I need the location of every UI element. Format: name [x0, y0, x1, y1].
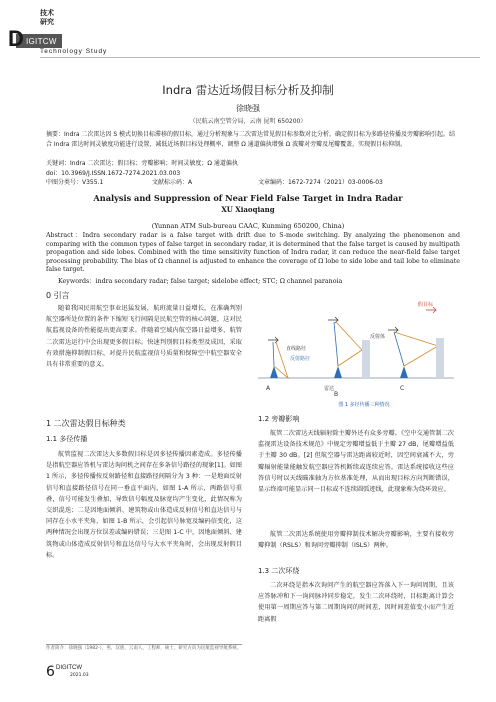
article-number: 文章编码：1672-7274（2021）03-0006-03: [258, 179, 383, 186]
author-cn: 徐晓强: [236, 104, 260, 113]
heading-sidelobe: 1.2 旁瓣影响: [258, 415, 300, 423]
heading-section-1: 1 二次雷达假目标种类: [46, 419, 126, 428]
keywords-en: Keywords：indra secondary radar; false target; sidelobe effect; STC; Ω channel paranoia: [58, 278, 343, 285]
label-b: B: [334, 391, 339, 398]
page-number: 6: [46, 664, 55, 680]
figure-caption: 图 1 多径传播三种情况: [338, 402, 390, 408]
reflector-building: [362, 340, 370, 378]
aircraft-icon: [388, 327, 398, 333]
reflect-path: [394, 332, 438, 366]
figure-multipath: [258, 300, 454, 400]
abstract-en: Abstract：Indra secondary radar is a false target with drift due to S-mode switching. By analyzing the phenomenon and comparing with the common types of false target in secondary radar, it is determined that the false target is caused by multipath propagation and side lobes. Combined with the time sensitivity function of Indra radar, it can reduce the near-field false target processing probability. The bias of Ω channel is adjusted to enhance the coverage of Ω lobe to side lobe and tail lobe to eliminate false target.: [46, 232, 460, 274]
intro-paragraph: 随着我国民用航空事业迅猛发展，航班流量日益增长，在准确判别航空器所处位置的条件下缩短飞行间隔是民航空管的核心问题，这对民航监视设备的性能提出更高要求。伴随着空域内航空器日益增多，航管二次雷达运行中会出现更多假目标。快速判别假目标类型及成因，采取有效措施抑制假目标，对提升民航监视信号质量和保障空中航空器安全具有非常重要的意义。: [46, 305, 242, 369]
direct-path: [273, 342, 274, 366]
radar-icon: [400, 366, 408, 378]
label-a: A: [266, 385, 271, 392]
reflect-path: [336, 322, 362, 366]
heading-second-trip: 1.3 二次环绕: [258, 567, 300, 575]
heading-intro: 0 引言: [46, 291, 70, 300]
doi[interactable]: doi：10.3969/J.ISSN.1672-7274.2021.03.003: [46, 170, 181, 177]
multipath-paragraph: 航管监视二次雷达大多数假目标是因多径传播因素造成。多径传播是指航空器应答机与雷达询问机之间存在多条信号路径的现象[1]。如图 1 所示，多径传播按反射路径和直接路径间隔分为 3 种：一是地面反射信号和直接路径信号在同一垂直平面内，如图 1-A 所示，两路信号重叠，信号可能发生叠加，导致信号幅度及脉宽均产生变化，此情况称为交织混迭；二是因地面倾斜、建筑物或山体造成反射信号和直达信号与同存在小水平夹角，如图 1-B 所示，会引起信号脉宽及编码信变化，这两种情况会出现方位误差或编码错误；三是图 1-C 中，因地面倾斜、建筑物或山体造成反射信号和直达信号与大水平夹角时，会出现反射假目标。: [46, 451, 242, 559]
label-direct: 直线路径: [286, 346, 307, 352]
footer-brand: DIGITCW: [56, 665, 82, 671]
author-footnote: 作者简介：徐晓强（1982-），男，汉族，云南人，工程师，硕士，研究方向为民航监视导航系统。: [46, 646, 242, 651]
label-reflector: 反射体: [370, 334, 386, 340]
radar-icon: [334, 366, 342, 378]
abstract-cn: 摘要：Indra 二次雷达因 S 模式切换目标滞移的假目标，通过分析现象与二次雷达常见假目标参数对比分析，确定假目标为多路径传播及旁瓣影响引起。结合 Indra 雷达时间灵敏度功能进行设置，减低近场假目标处理概率，调整 Ω 通道偏执增强 Ω 波瓣对旁瓣及尾瓣覆盖，实现假目标抑制。: [46, 131, 456, 148]
section-label-cn: 技术: [40, 9, 54, 17]
footer-issue: 2021.03: [70, 673, 89, 678]
radar-icon: [270, 366, 278, 378]
heading-multipath: 1.1 多径传播: [46, 435, 88, 443]
section-label-en: Technology Study: [40, 48, 108, 55]
label-radar: 雷达: [324, 386, 335, 392]
affiliation-cn: （民航云南空管分局，云南 昆明 650200）: [189, 118, 307, 125]
second-trip-paragraph: 二次环绕是指本次询问产生的航空器应答落入下一询问周期，且该应答脉冲和下一询问脉冲同步稳定，发生二次环绕时，目标距离计算会使用第一周期应答与第二周期询问的时间差，因时间差值变小而产生近距离假: [258, 582, 454, 623]
affiliation-en: (Yunnan ATM Sub-bureau CAAC, Kunming 650200, China): [151, 222, 345, 230]
article-title-cn: Indra 雷达近场假目标分析及抑制: [162, 83, 334, 97]
section-label-cn-2: 研究: [40, 18, 54, 26]
keywords-cn: 关键词：Indra 二次雷达；假目标；旁瓣影响；时间灵敏度；Ω 通道偏执: [46, 160, 238, 167]
document-code: 文献标示码：A: [152, 179, 193, 186]
brand-name: IGITCW: [26, 37, 57, 46]
author-en: XU Xiaoqiang: [221, 205, 275, 214]
figure-panel-b: [324, 317, 385, 398]
direct-path: [334, 322, 338, 366]
label-fake-target: 假目标: [418, 302, 434, 308]
sidelobe-paragraph: 航管二次雷达天线辐射除主瓣外还有众多旁瓣。《空中交通管制二次监视雷达设备技术规范》中规定旁瓣增益低于主瓣 27 dB，尾瓣增益低于主瓣 30 dB。[2] 但航空器与雷达距离较近时，因空间衰减不大，旁瓣辐射能量能触发航空器应答机断续或连续应答。雷达系统接收这些应答信号时以天线瞄准轴为方位基准处理，从而出现目标方向判断错误，显示终端可能显示同一目标或不连续圆弧迹线，此现象称为绕环效应。: [258, 430, 454, 494]
article-title-en: Analysis and Suppression of Near Field False Target in Indra Radar: [93, 193, 403, 203]
header-divider: [40, 57, 480, 58]
label-reflect: 反射路径: [290, 356, 311, 362]
figure-panel-a: [266, 337, 310, 392]
brand-letter: D: [8, 26, 24, 51]
sidelobe-paragraph-2: 航管二次雷达系统使用旁瓣抑制技术解决旁瓣影响，主要有接收旁瓣抑制（RSLS）和询问旁瓣抑制（ISLS）两种。: [258, 531, 454, 550]
clc-code: 中图分类号：V355.1: [46, 179, 104, 186]
reflector-building: [436, 338, 444, 378]
label-c: C: [400, 385, 405, 392]
direct-path: [394, 332, 404, 366]
